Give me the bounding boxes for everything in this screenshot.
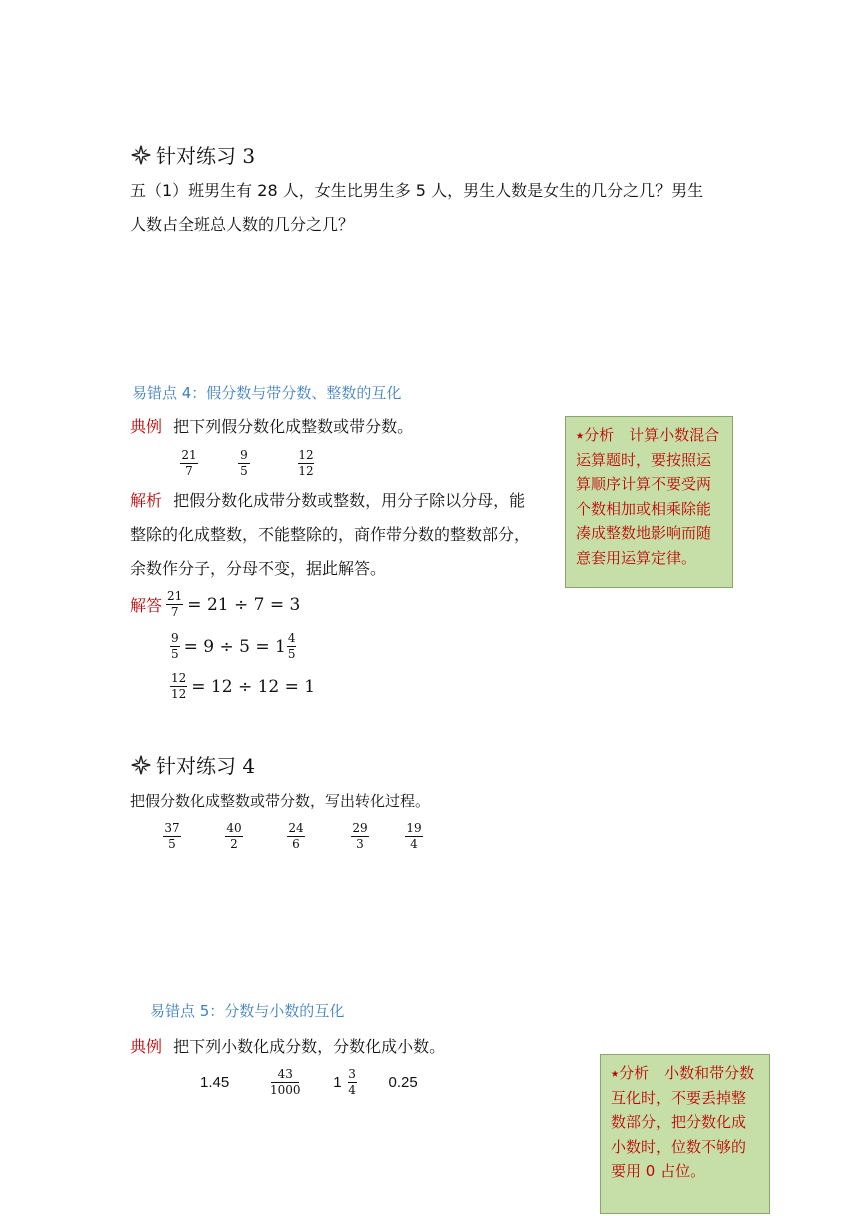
practice-4-fractions xyxy=(163,822,423,851)
analysis-note-4: ⭑分析 计算小数混合运算题时，要按照运算顺序计算不要受两个数相加或相乘除能凑成整数地影响而随意套用运算定律。 xyxy=(565,416,733,588)
practice-3-line1: 五（1）班男生有 28 人，女生比男生多 5 人，男生人数是女生的几分之几？男生 xyxy=(130,181,704,200)
point-5-title: 易错点 5：分数与小数的互化 xyxy=(150,1002,345,1020)
practice-3-title: 针对练习 3 xyxy=(156,144,256,168)
example-fractions xyxy=(180,449,314,478)
practice-3-heading xyxy=(130,140,255,169)
example-label: 典例 xyxy=(130,1037,163,1056)
mixed-fraction-part: $\frac{4}{5}$ xyxy=(287,631,296,661)
fraction: $\frac{21}{7}$ xyxy=(181,448,197,478)
point-4-title: 易错点 4：假分数与带分数、整数的互化 xyxy=(132,384,402,402)
decimal-item: 0.25 xyxy=(388,1074,418,1091)
example-text: 把下列假分数化成整数或带分数。 xyxy=(173,417,414,436)
sparkle-icon xyxy=(130,754,152,776)
mixed-whole: 1 xyxy=(333,1074,342,1091)
analysis-line1: 解析 把假分数化成带分数或整数，用分子除以分母，能 xyxy=(130,491,526,510)
answer-label: 解答 xyxy=(130,596,163,615)
fraction: $\frac{29}{3}$ xyxy=(352,821,368,851)
point-5-items xyxy=(200,1068,418,1097)
fraction: $\frac{3}{4}$ xyxy=(348,1067,356,1097)
practice-3-line2: 人数占全班总人数的几分之几？ xyxy=(130,215,355,234)
fraction: $\frac{19}{4}$ xyxy=(406,821,422,851)
decimal-item: 1.45 xyxy=(200,1074,230,1091)
sparkle-icon xyxy=(130,144,152,166)
fraction: $\frac{12}{12}$ xyxy=(171,671,187,701)
practice-4-text: 把假分数化成整数或带分数，写出转化过程。 xyxy=(130,792,431,810)
analysis-label: 解析 xyxy=(130,491,163,510)
fraction: $\frac{12}{12}$ xyxy=(298,448,314,478)
fraction: $\frac{21}{7}$ xyxy=(167,589,183,619)
fraction: $\frac{37}{5}$ xyxy=(164,821,180,851)
example-text: 把下列小数化成分数，分数化成小数。 xyxy=(173,1037,446,1056)
example-label: 典例 xyxy=(130,417,163,436)
analysis-line3: 余数作分子，分母不变，据此解答。 xyxy=(130,559,387,578)
point-4-example xyxy=(130,410,413,444)
fraction: $\frac{43}{1000}$ xyxy=(269,1067,301,1097)
fraction: $\frac{24}{6}$ xyxy=(288,821,304,851)
answer-line3: $\frac{12}{12}$ = 12 ÷ 12 = 1 xyxy=(171,671,316,701)
practice-4-heading xyxy=(130,750,255,779)
fraction: $\frac{9}{5}$ xyxy=(238,449,250,478)
answer-line1: 解答 $\frac{21}{7}$ = 21 ÷ 7 = 3 xyxy=(130,589,301,619)
fraction: $\frac{9}{5}$ xyxy=(171,631,179,661)
analysis-note-5: ⭑分析 小数和带分数互化时，不要丢掉整数部分，把分数化成小数时，位数不够的要用 0 占位。 xyxy=(600,1054,770,1214)
fraction: $\frac{40}{2}$ xyxy=(226,821,242,851)
analysis-line2: 整除的化成整数，不能整除的，商作带分数的整数部分， xyxy=(130,525,531,544)
practice-4-title: 针对练习 4 xyxy=(156,754,256,778)
answer-line2: $\frac{9}{5}$ = 9 ÷ 5 = 1 $\frac{4}{5}$ xyxy=(171,631,296,661)
point-5-example xyxy=(130,1030,445,1064)
